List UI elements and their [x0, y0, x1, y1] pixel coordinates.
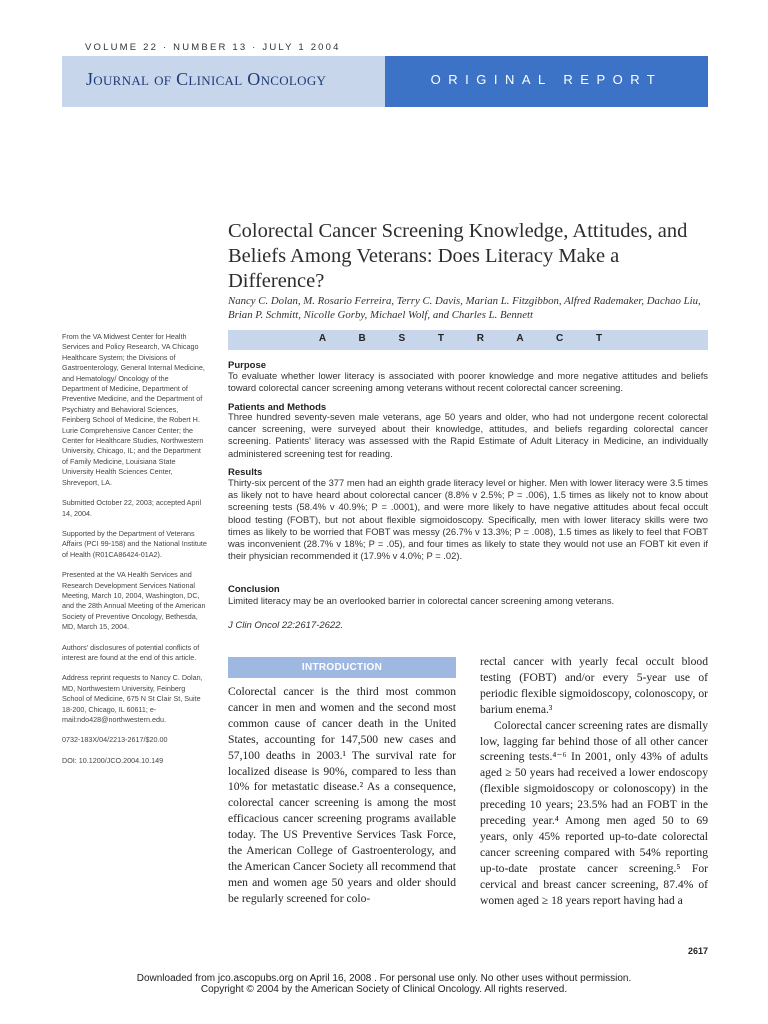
submission-dates: Submitted October 22, 2003; accepted April 14, 2004.	[62, 498, 202, 518]
doi: DOI: 10.1200/JCO.2004.10.149	[62, 755, 164, 765]
methods-heading: Patients and Methods	[228, 402, 327, 413]
page-number: 2617	[687, 946, 708, 956]
body-paragraph: rectal cancer with yearly fecal occult blood testing (FOBT) and/or every 5-year use of periodic flexible sigmoidoscopy, colonoscopy, or barium enema.³	[480, 655, 708, 716]
introduction-heading: INTRODUCTION	[301, 662, 383, 673]
author-list: Nancy C. Dolan, M. Rosario Ferreira, Terry C. Davis, Marian L. Fitzgibbon, Alfred Rademaker, Dachao Liu, Brian P. Schmitt, Nicolle Gorby, Michael Wolf, and Charles L. Bennett	[228, 295, 701, 321]
copyright-notice: Copyright © 2004 by the American Society of Clinical Oncology. All rights reserved.	[200, 984, 568, 995]
purpose-heading: Purpose	[228, 360, 267, 371]
journal-name: Journal of Clinical Oncology	[86, 69, 327, 89]
presentation-note: Presented at the VA Health Services and Research Development Services National Meeting, March 10, 2004, Washington, DC, and the 28th Annual Meeting of the American Society of Preventive Oncology, Bethesda, MD, March 15, 2004.	[62, 570, 206, 632]
methods-text: Three hundred seventy-seven male veterans, age 50 years and older, who had not undergone recent colorectal cancer screening, were surveyed about their knowledge, attitudes, and beliefs regarding colorectal cancer screening. Patients' literacy was assessed with the Rapid Estimate of Adult Literacy in Medicine, an individually administered screening test for reading.	[228, 411, 708, 459]
results-heading: Results	[228, 467, 263, 478]
body-column-right	[480, 654, 708, 909]
usage-notice: Downloaded from jco.ascopubs.org on April 16, 2008 . For personal use only. No other uses without permission.	[136, 973, 632, 984]
article-title: Colorectal Cancer Screening Knowledge, Attitudes, and Beliefs Among Veterans: Does Literacy Make a Difference?	[228, 220, 688, 292]
issue-masthead: VOLUME 22 · NUMBER 13 · JULY 1 2004	[85, 42, 341, 53]
download-footer	[0, 973, 768, 995]
conclusion-text: Limited literacy may be an overlooked barrier in colorectal cancer screening among veterans.	[228, 595, 615, 606]
report-type: ORIGINAL REPORT	[430, 72, 663, 87]
purpose-text: To evaluate whether lower literacy is associated with poorer knowledge and more negative attitudes and beliefs toward colorectal cancer screening among veterans without recent colorectal cancer screening.	[228, 370, 708, 394]
body-paragraph: Colorectal cancer is the third most common cancer in men and women and the second most common cause of cancer death in the United States, accounting for 147,500 new cases and 57,100 deaths in 2003.¹ The survival rate for localized disease is 90%, compared to less than 10% for metastatic disease.² As a consequence, colorectal cancer screening is among the most efficacious cancer screening programs available today. The US Preventive Services Task Force, the American College of Gastroenterology, and the American Cancer Society all recommend that men and women age 50 years and older should be regularly screened for colo-	[228, 685, 456, 905]
affiliation-note: From the VA Midwest Center for Health Services and Policy Research, VA Chicago Healthcare System; the Divisions of Gastroenterology, General Internal Medicine, and Hematology/ Oncology of the Department of Medicine, Department of Preventive Medicine, and the Department of Psychiatry and Behavioral Sciences, Feinberg School of Medicine, the Robert H. Lurie Comprehensive Cancer Center; the Center for Healthcare Studies, Northwestern University, Chicago, IL; and the Department of Family Medicine, Louisiana State University Health Sciences Center, Shreveport, LA.	[62, 332, 205, 487]
funding-note: Supported by the Department of Veterans Affairs (PCI 99-158) and the National Institute of Health (R01CA86424-01A2).	[62, 528, 207, 559]
results-text: Thirty-six percent of the 377 men had an eighth grade literacy level or higher. Men with lower literacy were 3.5 times as likely not to have heard about colorectal cancer (8.8% v 2.5%; P = .006), 1.5 times as likely not to know about screening tests (58.4% v 40.9%; P = .0001), and were more likely to have negative attitudes about fecal occult blood testing (FOBT), but not about flexible sigmoidoscopy. Specifically, men with lower literacy skills were two times as likely to be worried that FOBT was messy (26.7% v 13.3%; P = .008), 1.5 times as likely to feel that FOBT was inconvenient (28.7% v 18%; P = .05), and four times as likely to state they would not use an FOBT kit even if their physician recommended it (17.9% v 4.0%; P = .02).	[228, 477, 708, 562]
body-column-left	[228, 684, 456, 907]
reprint-address: Address reprint requests to Nancy C. Dolan, MD, Northwestern University, Feinberg School of Medicine, 675 N St Clair St, Suite 18-200, Chicago, IL 60611; e-mail:ndo428@northwestern.edu.	[62, 673, 203, 724]
article-notes-sidebar	[62, 332, 208, 776]
abstract-label: A B S T R A C T	[318, 333, 618, 344]
body-paragraph: Colorectal cancer screening rates are dismally low, lagging far behind those of all other cancer screening tests.⁴⁻⁶ In 2001, only 43% of adults aged ≥ 50 years had received a lower endoscopy (flexible sigmoidoscopy or colonoscopy) in the preceding 10 years; 23.5% had an FOBT in the preceding year.⁴ Among men aged 50 to 69 years, only 45% reported up-to-date colorectal cancer screening compared with 54% reporting up-to-date prostate cancer screening.⁵ For cervical and breast cancer screening, 87.4% of women aged ≥ 18 years report having had a	[480, 718, 708, 907]
issn-code: 0732-183X/04/2213-2617/$20.00	[62, 735, 168, 745]
disclosure-note: Authors' disclosures of potential conflicts of interest are found at the end of this article.	[62, 642, 200, 662]
conclusion-heading: Conclusion	[228, 584, 280, 595]
journal-citation: J Clin Oncol 22:2617-2622.	[228, 620, 344, 631]
